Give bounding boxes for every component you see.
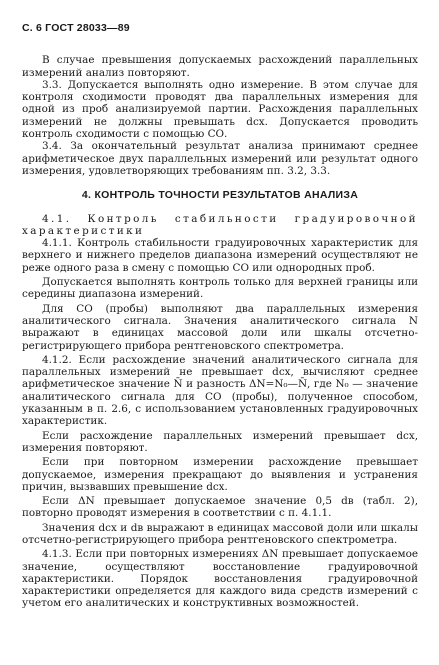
paragraph: Для СО (пробы) выполняют два параллельных измерения аналитического сигнала. Значения аналитического сигнала N выражают в единицах массовой доли или шкалы отсчетно-регистрирующего прибора рентгеновского спектрометра. [22,302,418,352]
paragraph: Допускается выполнять контроль только для верхней границы или середины диапазона измерений. [22,276,418,301]
paragraph: Если при повторном измерении расхождение превышает допускаемое, измерения прекращают до выявления и устранения причин, вызвавших превышение dсх. [22,456,418,493]
paragraph: Значения dсх и dв выражают в единицах массовой доли или шкалы отсчетно-регистрирующего прибора рентгеновского спектрометра. [22,521,418,546]
paragraph: 4.1.1. Контроль стабильности градуировочных характеристик для верхнего и нижнего пределов диапазона измерений осуществляют не реже одного раза в смену с помощью СО или однородных проб. [22,237,418,274]
document-page [22,22,418,610]
paragraph: 4.1.3. Если при повторных измерениях ΔN превышает допускаемое значение, осуществляют восстановление градуировочной характеристики. Порядок восстановления градуировочной характеристики определяется для каждого вида средств измерений с учетом его аналитических и конструктивных возможностей. [22,548,418,610]
paragraph: 3.3. Допускается выполнять одно измерение. В этом случае для контроля сходимости проводят два параллельных измерения для одной из проб анализируемой партии. Расхождения параллельных измерений не должны превышать dсх. Допускается проводить контроль сходимости с помощью СО. [22,78,418,141]
paragraph: Если расхождение параллельных измерений превышает dсх, измерения повторяют. [22,429,418,454]
paragraph: 3.4. За окончательный результат анализа принимают среднее арифметическое двух параллельных измерений или результат одного измерения, удовлетворяющих требованиям пп. 3.2, 3.3. [22,140,418,177]
running-head: С. 6 ГОСТ 28033—89 [22,22,130,34]
paragraph: 4.1.2. Если расхождение значений аналитического сигнала для параллельных измерений не превышает dсх, вычисляют среднее арифметическое значение N̄ и разность ΔN=N₀—N̄, где N₀ — значение аналитического сигнала для СО (пробы), полученное способом, указанным в п. 2.6, с использованием установленных градуировочных характеристик. [22,353,418,428]
section-title: 4. КОНТРОЛЬ ТОЧНОСТИ РЕЗУЛЬТАТОВ АНАЛИЗА [81,189,359,202]
paragraph: В случае превышения допускаемых расхождений параллельных измерений анализ повторяют. [22,54,418,79]
paragraph: Если ΔN превышает допускаемое значение 0,5 dв (табл. 2), повторно проводят измерения в соответствии с п. 4.1.1. [22,495,418,520]
sub-heading: 4.1. Контроль стабильности градуировочной характеристики [22,212,418,237]
